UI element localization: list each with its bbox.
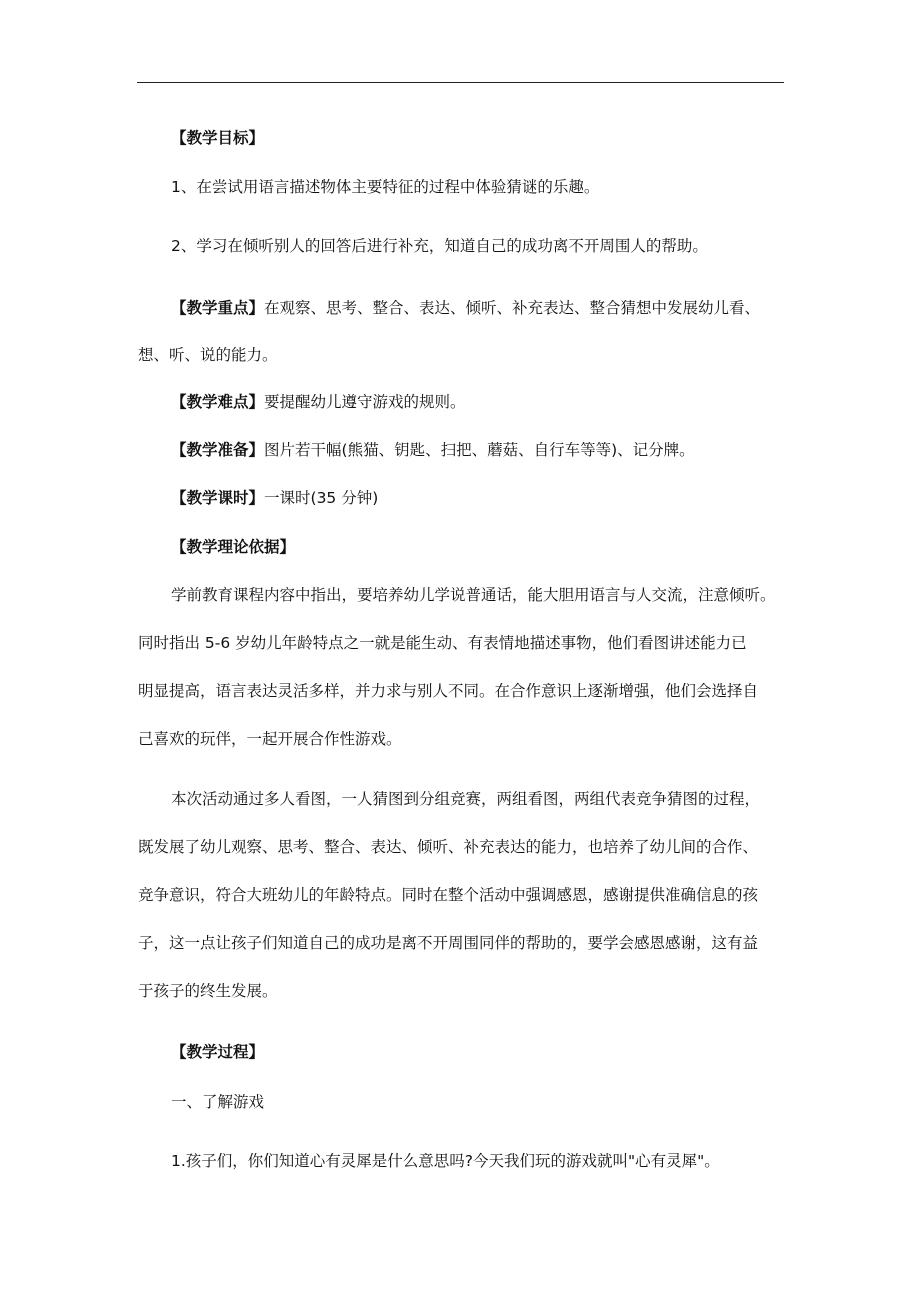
difficulties-line bbox=[171, 392, 466, 412]
objective-item-2: 2、学习在倾听别人的回答后进行补充，知道自己的成功离不开周围人的帮助。 bbox=[171, 237, 708, 255]
theory-para2-line-1: 本次活动通过多人看图，一人猜图到分组竞赛，两组看图，两组代表竞争猜图的过程， bbox=[171, 790, 761, 808]
theory-para1-line-1: 学前教育课程内容中指出，要培养幼儿学说普通话，能大胆用语言与人交流，注意倾听。 bbox=[171, 586, 776, 604]
objective-item-1: 1、在尝试用语言描述物体主要特征的过程中体验猜谜的乐趣。 bbox=[171, 178, 600, 196]
key-points-line-1 bbox=[171, 298, 760, 318]
theory-heading: 【教学理论依据】 bbox=[171, 538, 296, 556]
key-points-line-2: 想、听、说的能力。 bbox=[138, 346, 278, 364]
theory-para1-line-4: 己喜欢的玩伴，一起开展合作性游戏。 bbox=[138, 730, 402, 748]
duration-line bbox=[171, 488, 378, 508]
difficulties-text: 要提醒幼儿遵守游戏的规则。 bbox=[264, 393, 466, 411]
process-section-1: 一、了解游戏 bbox=[171, 1093, 265, 1111]
process-step-1: 1.孩子们，你们知道心有灵犀是什么意思吗?今天我们玩的游戏就叫"心有灵犀"。 bbox=[171, 1152, 720, 1170]
preparation-line bbox=[171, 440, 695, 460]
theory-para2-line-3: 竞争意识，符合大班幼儿的年龄特点。同时在整个活动中强调感恩，感谢提供准确信息的孩 bbox=[138, 886, 759, 904]
key-points-text: 在观察、思考、整合、表达、倾听、补充表达、整合猜想中发展幼儿看、 bbox=[264, 299, 761, 317]
key-points-label: 【教学重点】 bbox=[171, 299, 265, 317]
difficulties-label: 【教学难点】 bbox=[171, 393, 265, 411]
objectives-heading: 【教学目标】 bbox=[171, 129, 265, 147]
theory-para1-line-3: 明显提高，语言表达灵活多样，并力求与别人不同。在合作意识上逐渐增强，他们会选择自 bbox=[138, 682, 759, 700]
preparation-text: 图片若干幅(熊猫、钥匙、扫把、蘑菇、自行车等等)、记分牌。 bbox=[264, 441, 695, 459]
process-heading: 【教学过程】 bbox=[171, 1043, 265, 1061]
duration-label: 【教学课时】 bbox=[171, 489, 265, 507]
theory-para1-line-2: 同时指出 5-6 岁幼儿年龄特点之一就是能生动、有表情地描述事物，他们看图讲述能力已 bbox=[138, 634, 747, 652]
duration-text: 一课时(35 分钟) bbox=[264, 489, 379, 507]
theory-para2-line-4: 子，这一点让孩子们知道自己的成功是离不开周围同伴的帮助的，要学会感恩感谢，这有益 bbox=[138, 934, 759, 952]
header-rule bbox=[137, 82, 784, 83]
preparation-label: 【教学准备】 bbox=[171, 441, 265, 459]
theory-para2-line-5: 于孩子的终生发展。 bbox=[138, 982, 278, 1000]
theory-para2-line-2: 既发展了幼儿观察、思考、整合、表达、倾听、补充表达的能力，也培养了幼儿间的合作、 bbox=[138, 838, 759, 856]
